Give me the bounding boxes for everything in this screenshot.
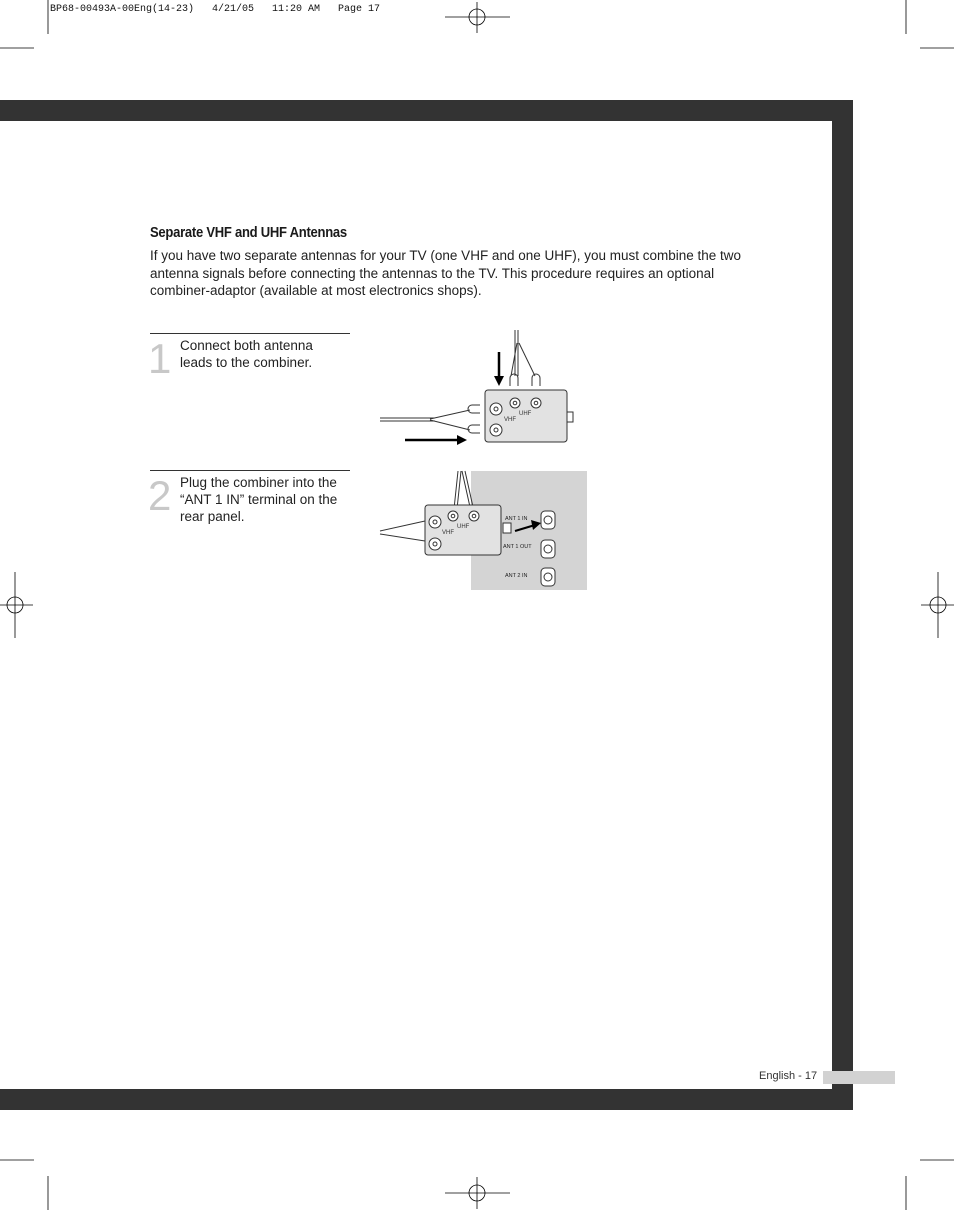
step-1-divider: [150, 333, 350, 334]
step-2-number: 2: [148, 472, 172, 519]
section-intro: If you have two separate antennas for your TV (one VHF and one UHF), you must combine the two antenna signals before connecting the antennas to the TV. This procedure requires an optional combiner-adaptor (available at most electronics shops).: [150, 248, 742, 298]
diagram1-vhf-label: VHF: [504, 417, 516, 423]
page-number-bar: [823, 1071, 895, 1084]
page-frame-right-band: [832, 100, 853, 1110]
step-1-text: Connect both antenna leads to the combiner.: [180, 338, 313, 370]
terminal-label-ant1-out: ANT 1 OUT: [503, 544, 532, 550]
section-title: Separate VHF and UHF Antennas: [150, 225, 347, 241]
page-number-label: English - 17: [759, 1070, 818, 1082]
terminal-label-ant1-in: ANT 1 IN: [505, 516, 528, 522]
rear-panel-connection-diagram: [375, 469, 587, 591]
step-2-divider: [150, 470, 350, 471]
diagram2-uhf-label: UHF: [457, 524, 470, 530]
terminal-label-ant2-in: ANT 2 IN: [505, 573, 528, 579]
print-slug-line: BP68-00493A-00Eng(14-23) 4/21/05 11:20 AM Page 17: [50, 4, 381, 15]
step-2-text: Plug the combiner into the “ANT 1 IN” terminal on the rear panel.: [180, 475, 338, 524]
combiner-connection-diagram: [375, 328, 585, 453]
step-1-number: 1: [148, 335, 172, 382]
diagram2-vhf-label: VHF: [442, 530, 454, 536]
page-frame-top-band: [0, 100, 853, 121]
diagram1-uhf-label: UHF: [519, 411, 532, 417]
page-frame-bottom-band: [0, 1089, 853, 1110]
